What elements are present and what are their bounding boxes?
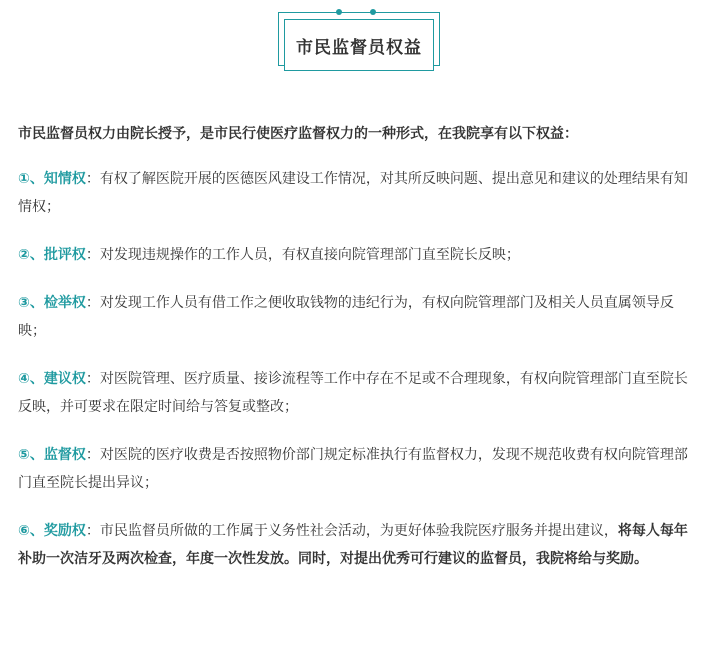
rights-item-text: ：市民监督员所做的工作属于义务性社会活动，为更好体验我院医疗服务并提出建议， xyxy=(85,523,618,539)
rights-item-5 xyxy=(18,441,698,497)
rights-item-label: ②、批评权 xyxy=(18,247,86,263)
rights-item-1 xyxy=(18,165,698,221)
rights-item-2 xyxy=(18,241,698,269)
rights-item-text: ：对发现违规操作的工作人员，有权直接向院管理部门直至院长反映； xyxy=(85,247,520,263)
page-title: 市民监督员权益 xyxy=(284,19,434,71)
rights-item-label: ⑤、监督权 xyxy=(18,447,86,463)
frame-dot-left xyxy=(336,9,342,15)
rights-item-4 xyxy=(18,365,698,421)
section-title-frame xyxy=(278,12,440,66)
rights-item-label: ①、知情权 xyxy=(18,171,86,187)
rights-item-label: ④、建议权 xyxy=(18,371,86,387)
frame-dot-right xyxy=(370,9,376,15)
rights-item-text: ：对医院管理、医疗质量、接诊流程等工作中存在不足或不合理现象，有权向院管理部门直至院长反映，并可要求在限定时间给与答复或整改； xyxy=(18,371,688,415)
intro-paragraph: 市民监督员权力由院长授予，是市民行使医疗监督权力的一种形式，在我院享有以下权益： xyxy=(18,126,578,142)
rights-item-bold-text: 将每人每年补助一次洁牙及两次检查，年度一次性发放。同时，对提出优秀可行建议的监督员，我院将给与奖励。 xyxy=(18,523,688,567)
rights-item-6 xyxy=(18,517,698,573)
rights-item-label: ③、检举权 xyxy=(18,295,86,311)
rights-item-text: ：对医院的医疗收费是否按照物价部门规定标准执行有监督权力，发现不规范收费有权向院管理部门直至院长提出异议； xyxy=(18,447,688,491)
rights-item-text: ：有权了解医院开展的医德医风建设工作情况，对其所反映问题、提出意见和建议的处理结果有知情权； xyxy=(18,171,688,215)
rights-item-text: ：对发现工作人员有借工作之便收取钱物的违纪行为，有权向院管理部门及相关人员直属领导反映； xyxy=(18,295,674,339)
frame-right-line xyxy=(439,12,440,66)
rights-item-label: ⑥、奖励权 xyxy=(18,523,86,539)
article-body xyxy=(18,120,698,593)
rights-item-3 xyxy=(18,289,698,345)
frame-top-line xyxy=(278,12,440,13)
frame-left-line xyxy=(278,12,279,66)
